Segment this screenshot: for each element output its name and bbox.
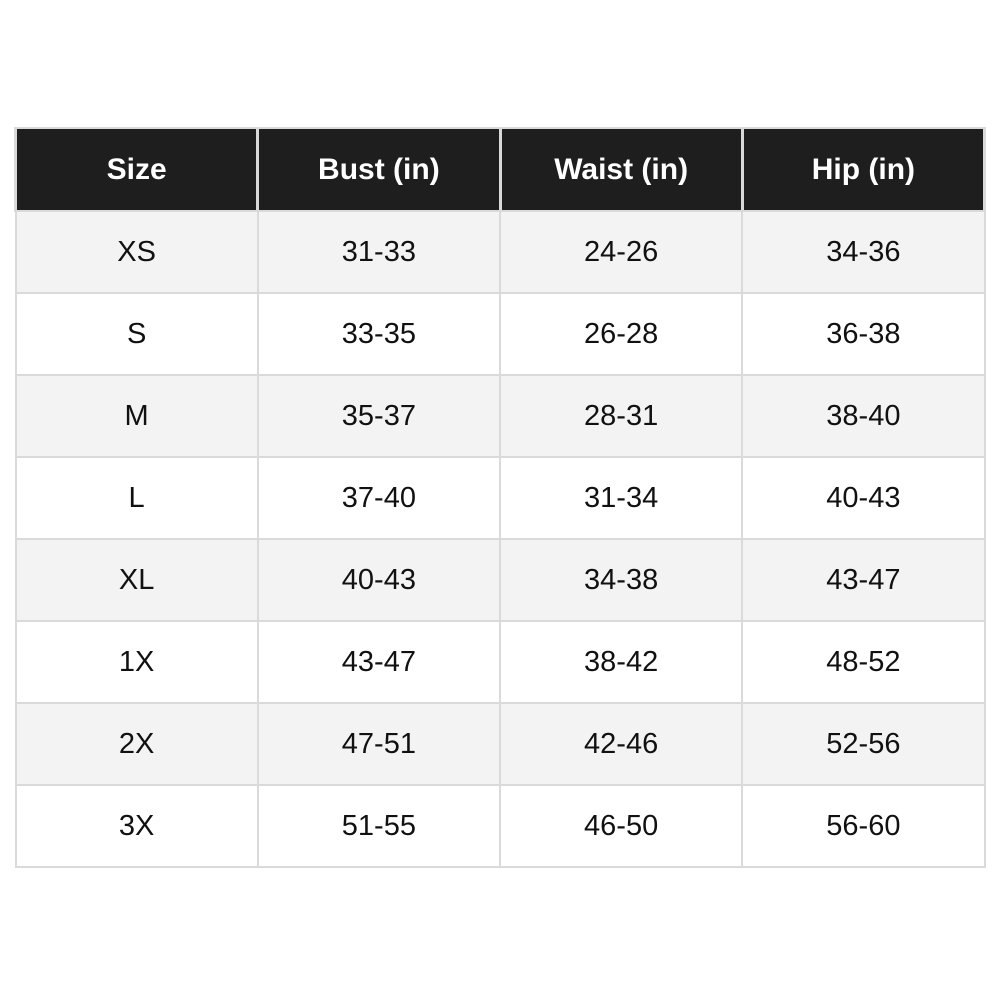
table-row: [16, 375, 985, 457]
table-row: [16, 539, 985, 621]
header-hip: Hip (in): [742, 128, 984, 211]
bust-cell: 47-51: [258, 703, 500, 785]
size-cell: 1X: [16, 621, 258, 703]
bust-cell: 40-43: [258, 539, 500, 621]
table-row: [16, 293, 985, 375]
hip-cell: 52-56: [742, 703, 984, 785]
hip-cell: 43-47: [742, 539, 984, 621]
waist-cell: 34-38: [500, 539, 742, 621]
header-waist: Waist (in): [500, 128, 742, 211]
size-cell: 3X: [16, 785, 258, 867]
hip-cell: 38-40: [742, 375, 984, 457]
waist-cell: 46-50: [500, 785, 742, 867]
size-cell: S: [16, 293, 258, 375]
header-row: [16, 128, 985, 211]
size-chart: [14, 127, 986, 868]
bust-cell: 37-40: [258, 457, 500, 539]
size-chart-table: [14, 127, 986, 868]
waist-cell: 28-31: [500, 375, 742, 457]
header-bust: Bust (in): [258, 128, 500, 211]
table-header: [16, 128, 985, 211]
header-size: Size: [16, 128, 258, 211]
table-row: [16, 211, 985, 293]
waist-cell: 26-28: [500, 293, 742, 375]
size-cell: L: [16, 457, 258, 539]
hip-cell: 40-43: [742, 457, 984, 539]
size-cell: XL: [16, 539, 258, 621]
waist-cell: 38-42: [500, 621, 742, 703]
table-row: [16, 703, 985, 785]
bust-cell: 51-55: [258, 785, 500, 867]
table-body: [16, 211, 985, 867]
bust-cell: 31-33: [258, 211, 500, 293]
bust-cell: 35-37: [258, 375, 500, 457]
table-row: [16, 785, 985, 867]
table-row: [16, 621, 985, 703]
hip-cell: 56-60: [742, 785, 984, 867]
bust-cell: 43-47: [258, 621, 500, 703]
size-cell: M: [16, 375, 258, 457]
waist-cell: 31-34: [500, 457, 742, 539]
waist-cell: 24-26: [500, 211, 742, 293]
hip-cell: 48-52: [742, 621, 984, 703]
waist-cell: 42-46: [500, 703, 742, 785]
table-row: [16, 457, 985, 539]
bust-cell: 33-35: [258, 293, 500, 375]
hip-cell: 34-36: [742, 211, 984, 293]
hip-cell: 36-38: [742, 293, 984, 375]
size-cell: XS: [16, 211, 258, 293]
size-cell: 2X: [16, 703, 258, 785]
